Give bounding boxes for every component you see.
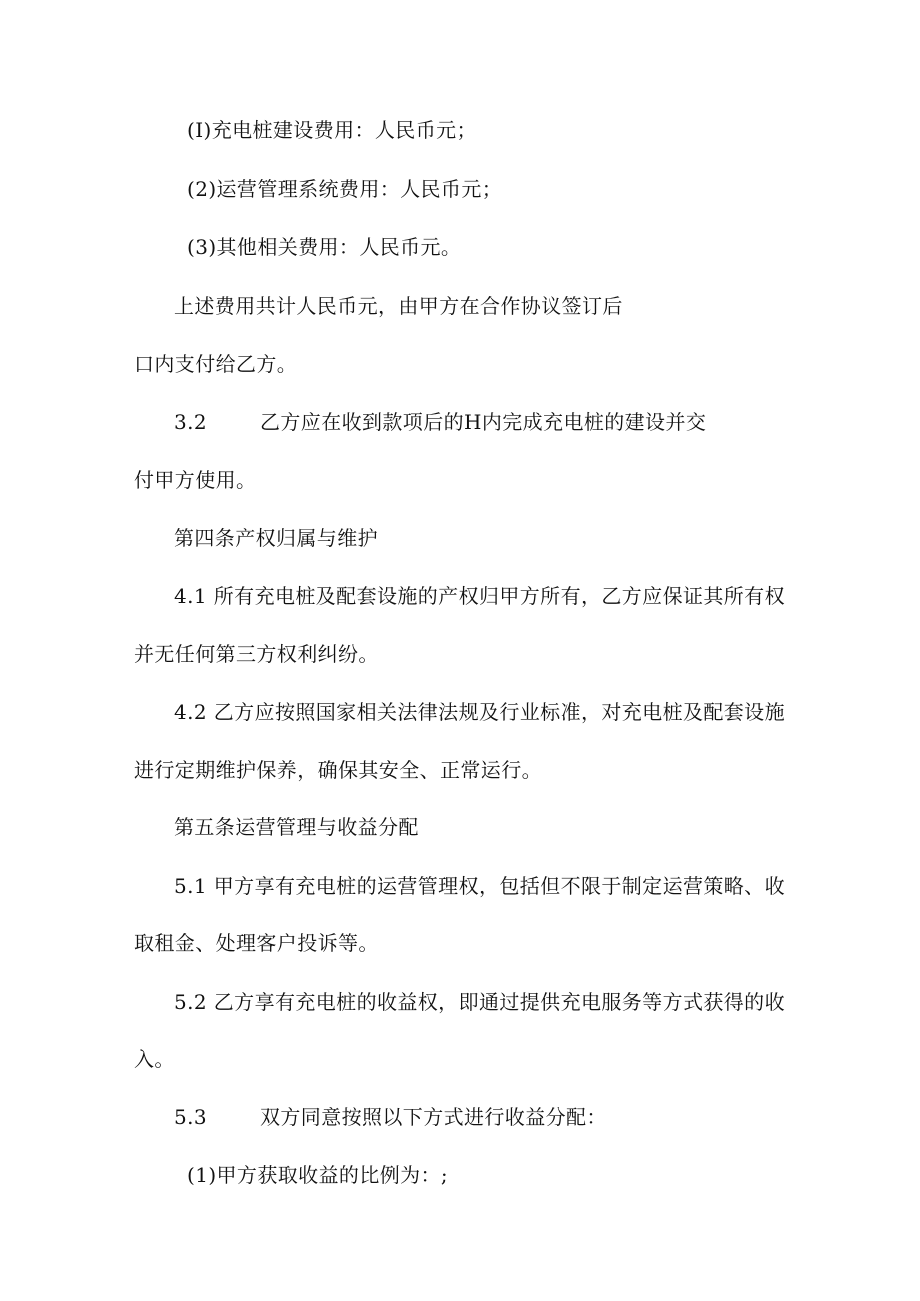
fee-item-1: (I)充电桩建设费用：人民币元； xyxy=(187,118,477,142)
distribution-item-1: (1)甲方获取收益的比例为：; xyxy=(187,1163,449,1187)
clause-4-1-line-1: 4.1 所有充电桩及配套设施的产权归甲方所有，乙方应保证其所有权 xyxy=(174,584,785,608)
total-fee-line-2: 口内支付给乙方。 xyxy=(134,352,298,376)
clause-5-3-text: 双方同意按照以下方式进行收益分配： xyxy=(260,1105,607,1129)
clause-3-2-continuation: 付甲方使用。 xyxy=(134,468,257,492)
clause-5-1-line-1: 5.1 甲方享有充电桩的运营管理权，包括但不限于制定运营策略、收 xyxy=(174,874,785,898)
clause-5-1-line-2: 取租金、处理客户投诉等。 xyxy=(134,931,379,955)
clause-3-2-text: 乙方应在收到款项后的H内完成充电桩的建设并交 xyxy=(260,410,707,434)
clause-5-2-line-2: 入。 xyxy=(134,1047,175,1071)
article-5-heading: 第五条运营管理与收益分配 xyxy=(174,815,419,839)
clause-5-3-number: 5.3 xyxy=(174,1105,208,1129)
clause-5-2-line-1: 5.2 乙方享有充电桩的收益权，即通过提供充电服务等方式获得的收 xyxy=(174,990,785,1014)
fee-item-2: (2)运营管理系统费用：人民币元； xyxy=(187,177,503,201)
clause-4-2-line-2: 进行定期维护保养，确保其安全、正常运行。 xyxy=(134,758,542,782)
article-4-heading: 第四条产权归属与维护 xyxy=(174,526,378,550)
fee-item-3: (3)其他相关费用：人民币元。 xyxy=(187,235,462,259)
clause-4-2-line-1: 4.2 乙方应按照国家相关法律法规及行业标准，对充电桩及配套设施 xyxy=(174,700,785,724)
clause-4-1-line-2: 并无任何第三方权利纠纷。 xyxy=(134,642,379,666)
clause-3-2-number: 3.2 xyxy=(174,410,208,434)
total-fee-line-1: 上述费用共计人民币元，由甲方在合作协议签订后 xyxy=(174,294,623,318)
